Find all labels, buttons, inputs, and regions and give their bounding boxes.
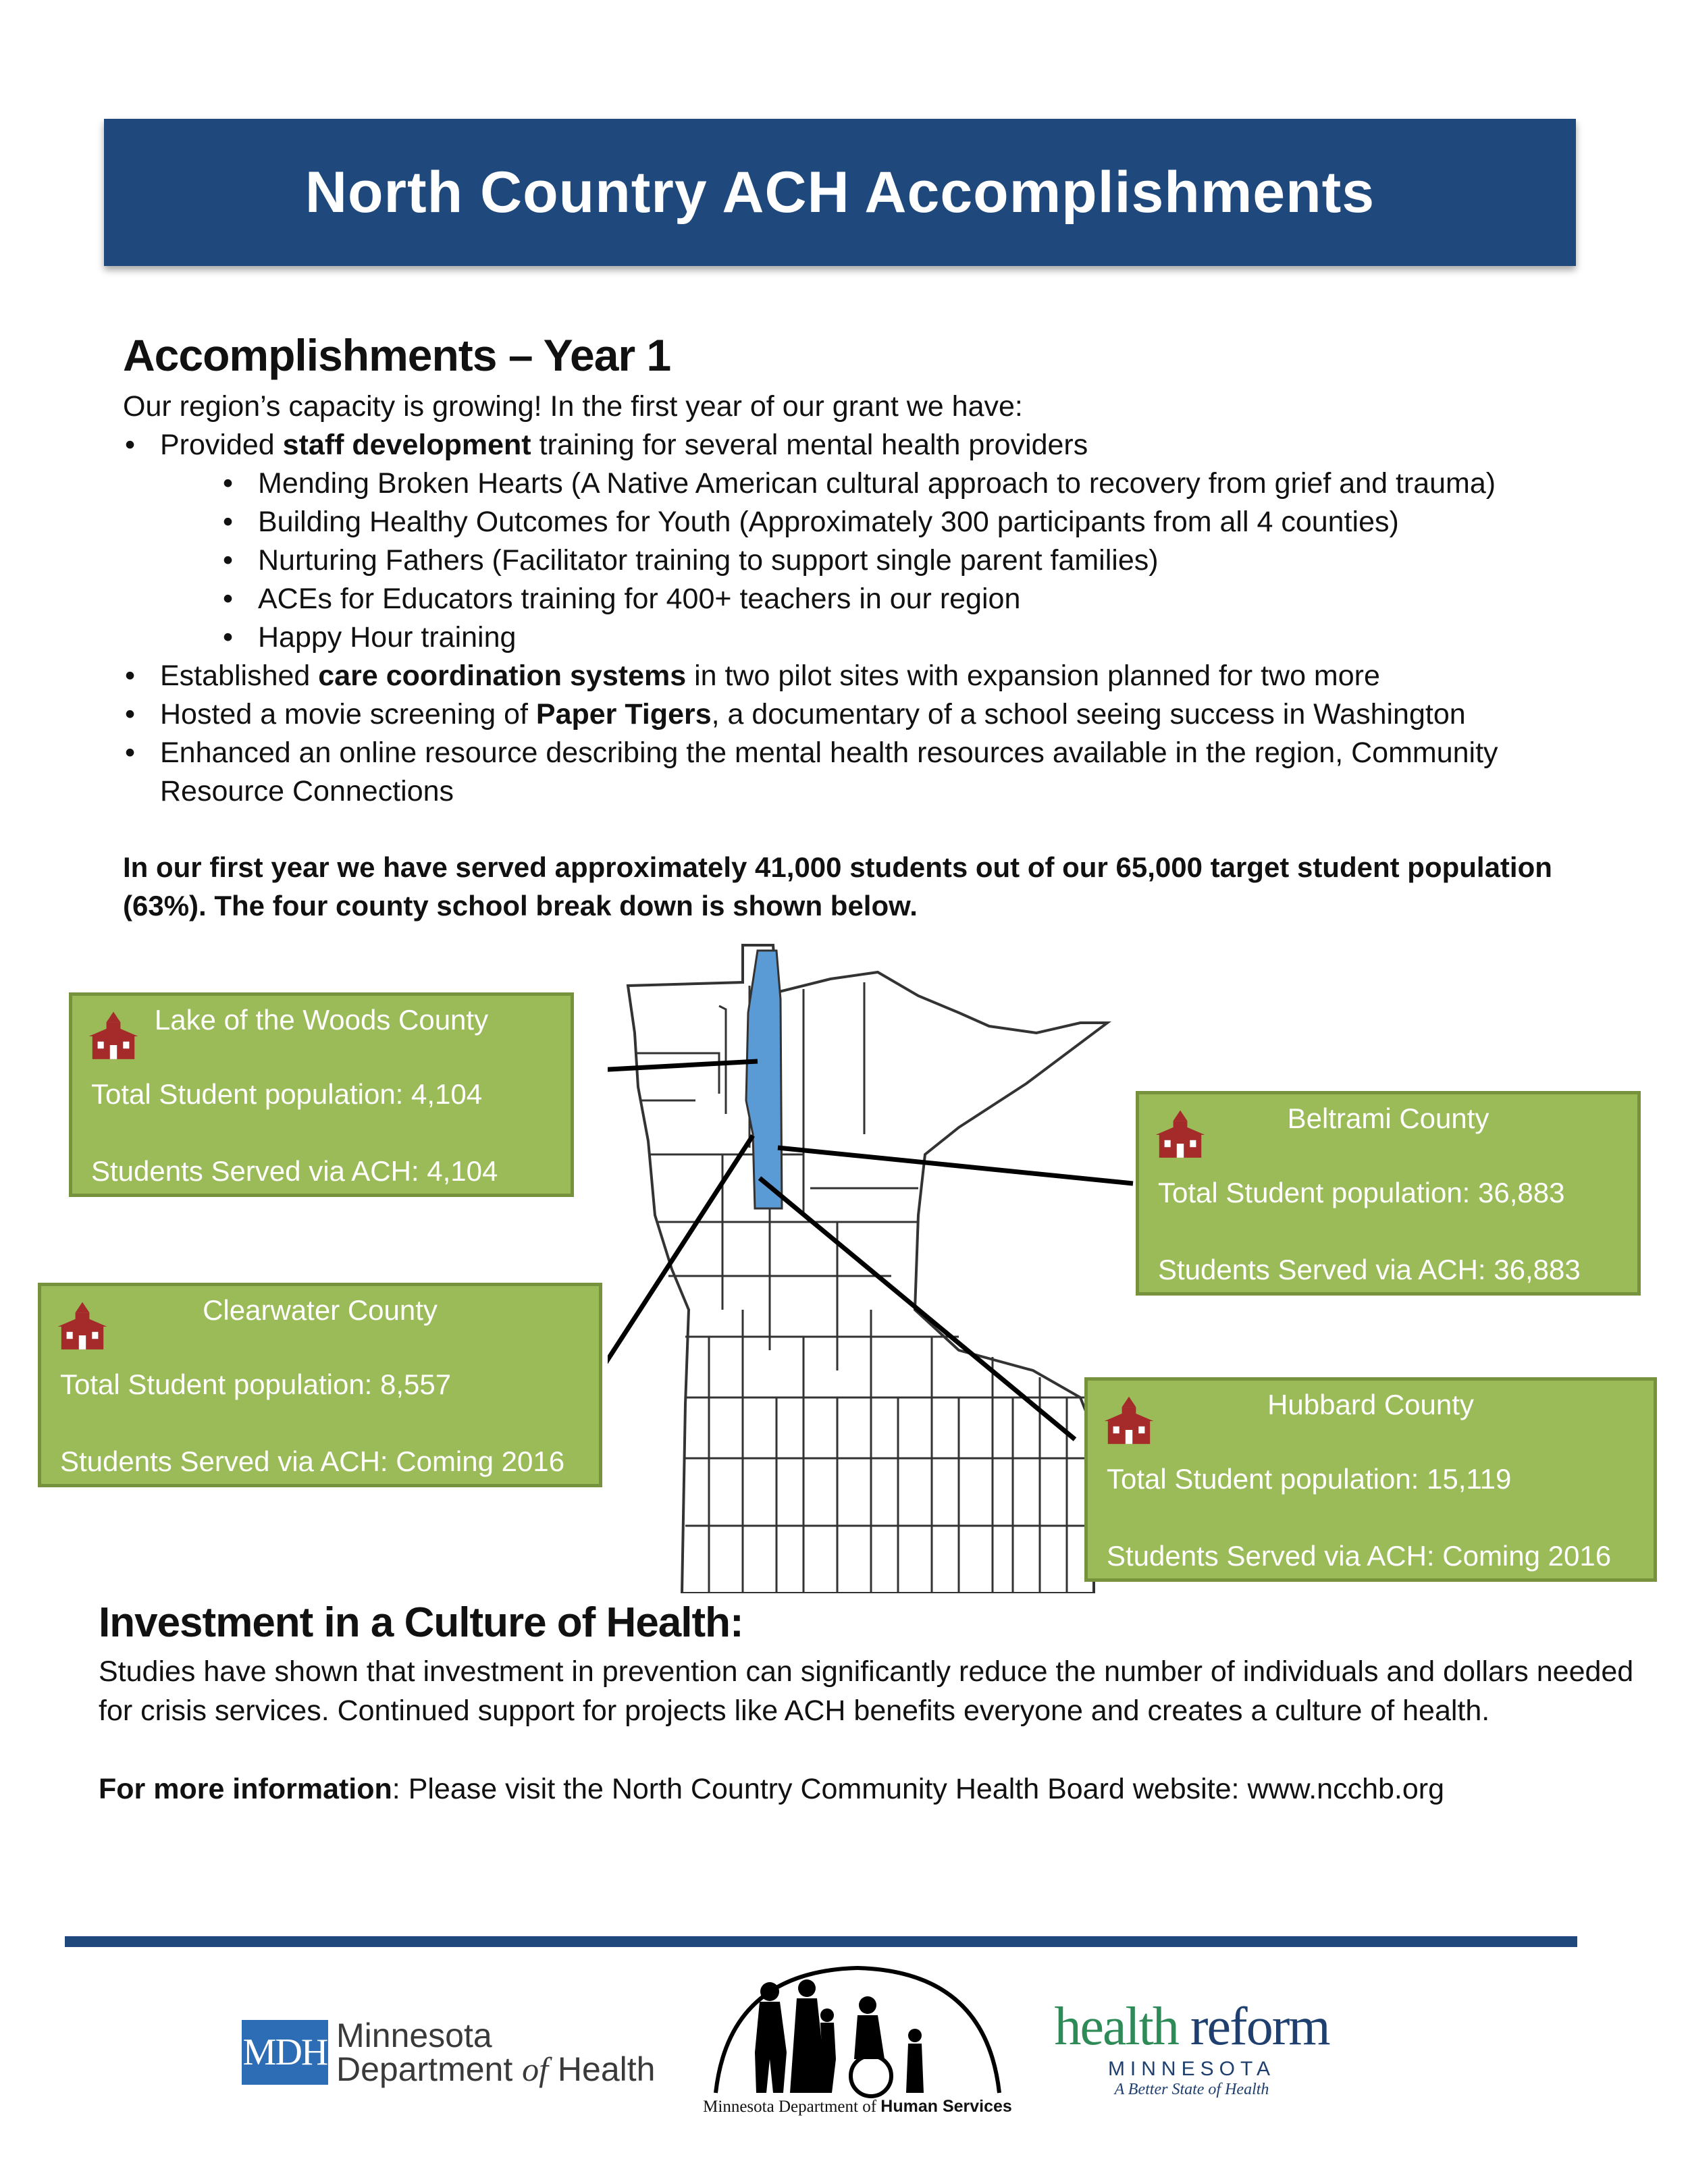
- total-population: Total Student population: 15,119: [1107, 1463, 1512, 1495]
- list-item-movie-screening: [160, 695, 1608, 734]
- total-population: Total Student population: 8,557: [60, 1368, 452, 1400]
- mdh-logo: [242, 2019, 655, 2086]
- footer-divider: [65, 1936, 1577, 1947]
- dhs-logo: [689, 1958, 1026, 2120]
- dhs-caption: [682, 2097, 1033, 2116]
- students-served: Students Served via ACH: Coming 2016: [1107, 1540, 1612, 1572]
- text: of: [522, 2050, 549, 2088]
- bold-text: staff development: [282, 429, 531, 461]
- county-box-clearwater: [38, 1283, 602, 1487]
- text: health: [1054, 1997, 1178, 2056]
- training-sublist: [160, 464, 1608, 657]
- text: Minnesota Department of: [703, 2098, 881, 2116]
- list-item-care-coordination: [160, 657, 1608, 695]
- county-name: Clearwater County: [203, 1294, 438, 1326]
- accomplishments-intro: Our region’s capacity is growing! In the first year of our grant we have:: [123, 390, 1023, 423]
- bold-text: care coordination systems: [318, 660, 687, 692]
- text: training for several mental health providers: [531, 429, 1088, 461]
- list-item-online-resource: • Enhanced an online resource describing the mental health resources available in the region, Community Resource Connections: [160, 734, 1608, 811]
- students-served: Students Served via ACH: 36,883: [1158, 1254, 1581, 1285]
- text: Human Services: [880, 2097, 1012, 2116]
- more-info-label: For more information: [99, 1773, 392, 1805]
- more-info: [99, 1769, 1652, 1809]
- total-population: Total Student population: 4,104: [91, 1078, 483, 1110]
- health-reform-logo: [1033, 1998, 1350, 2099]
- list-item-staff-development: [160, 426, 1608, 657]
- county-name: Beltrami County: [1287, 1102, 1489, 1134]
- health-reform-state: MINNESOTA: [1107, 2058, 1276, 2080]
- county-box-beltrami: [1136, 1091, 1641, 1296]
- summary-text: In our first year we have served approximately 41,000 students out of our 65,000 target student population (63%). The four county school break down is shown below.: [123, 851, 1552, 922]
- accomplishments-section: [123, 329, 1608, 925]
- text: Established: [160, 660, 319, 692]
- page-title: North Country ACH Accomplishments: [305, 159, 1375, 225]
- text: Department: [336, 2050, 523, 2088]
- text: reform: [1190, 1997, 1329, 2056]
- county-name: Hubbard County: [1267, 1389, 1474, 1420]
- more-info-text: : Please visit the North Country Community Health Board website: www.ncchb.org: [392, 1773, 1445, 1805]
- investment-section: [99, 1599, 1652, 1809]
- total-population: Total Student population: 36,883: [1158, 1177, 1565, 1208]
- health-reform-wordmark: [1033, 1998, 1350, 2055]
- county-box-hubbard: [1084, 1377, 1657, 1582]
- accomplishments-heading: Accomplishments – Year 1: [123, 330, 671, 380]
- investment-heading: Investment in a Culture of Health:: [99, 1599, 743, 1646]
- text: in two pilot sites with expansion planned for two more: [686, 660, 1380, 692]
- people-silhouettes-icon: [755, 1979, 924, 2096]
- list-item: • Nurturing Fathers (Facilitator training to support single parent families): [258, 541, 1608, 580]
- students-served: Students Served via ACH: Coming 2016: [60, 1445, 565, 1477]
- text: Hosted a movie screening of: [160, 698, 536, 730]
- text: Provided: [160, 429, 283, 461]
- mdh-line1: Minnesota: [336, 2017, 492, 2054]
- mdh-line2: [336, 2052, 655, 2086]
- list-item: • Mending Broken Hearts (A Native American cultural approach to recovery from grief and trauma): [258, 464, 1608, 503]
- county-name: Lake of the Woods County: [154, 1004, 489, 1036]
- text: Health: [548, 2050, 656, 2088]
- list-item: • ACEs for Educators training for 400+ teachers in our region: [258, 580, 1608, 618]
- mdh-wordmark: [336, 2019, 655, 2086]
- accomplishments-list: [123, 426, 1608, 811]
- list-item: • Building Healthy Outcomes for Youth (Approximately 300 participants from all 4 counties): [258, 503, 1608, 541]
- students-served: Students Served via ACH: 4,104: [91, 1155, 498, 1187]
- bold-text: Paper Tigers: [535, 698, 712, 730]
- mdh-abbr: MDH: [242, 2020, 328, 2085]
- investment-body: Studies have shown that investment in prevention can significantly reduce the number of individuals and dollars needed for crisis services. Continued support for projects like ACH benefits everyone and creates a culture of health.: [99, 1655, 1634, 1727]
- county-box-lake-of-the-woods: [69, 992, 574, 1197]
- health-reform-tagline: A Better State of Health: [1114, 2081, 1269, 2098]
- list-item: • Happy Hour training: [258, 618, 1608, 657]
- title-banner: [104, 119, 1576, 266]
- text: , a documentary of a school seeing success in Washington: [711, 698, 1466, 730]
